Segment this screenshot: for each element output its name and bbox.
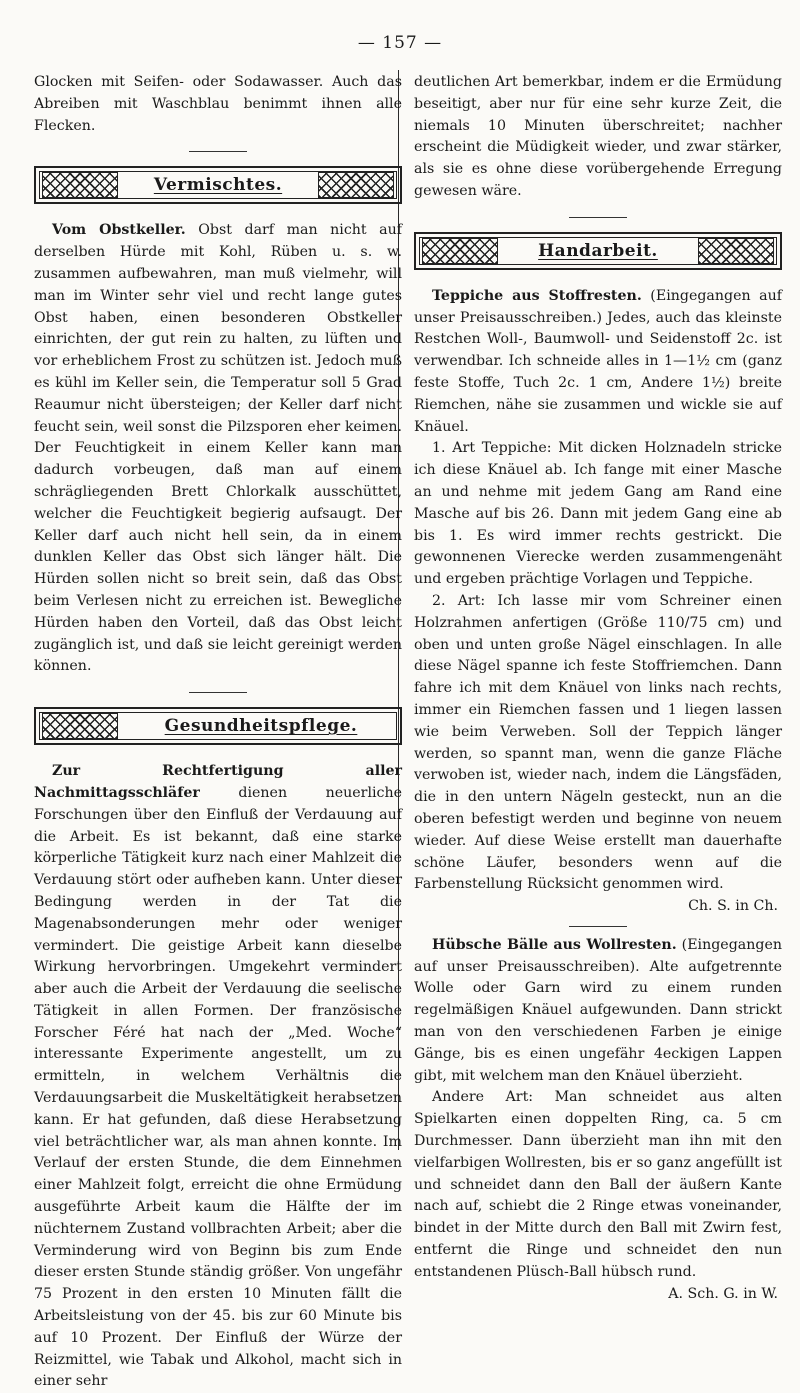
- ornament-left-icon: [422, 238, 498, 264]
- section-header-handarbeit: [414, 232, 782, 270]
- article-paragraph: 1. Art Teppiche: Mit dicken Holznadeln stricke ich diese Knäuel ab. Ich fange mit einer Masche an und nehme mit jedem Gang am Rand eine Masche auf bis 26. Dann mit jedem Gang eine ab bis 1. Es wird immer rechts gestrickt. Die gewonnenen Vierecke werden zusammengenäht und ergeben prächtige Vorlagen und Teppiche.: [414, 440, 782, 588]
- continued-text: deutlichen Art bemerkbar, indem er die Ermüdung beseitigt, aber nur für eine sehr kurze Zeit, die niemals 10 Minuten überschreitet; nachher erscheint die Müdigkeit wieder, und zwar stärker, als sie es ohne diese vorübergehende Erregung gewesen wäre.: [414, 74, 782, 199]
- section-separator: [189, 692, 247, 693]
- left-column: [34, 72, 402, 1393]
- article-obstkeller: [34, 220, 402, 678]
- ornament-left-icon: [42, 172, 118, 198]
- section-title: Vermischtes.: [153, 175, 283, 196]
- ornament-right-icon: [698, 238, 774, 264]
- section-title: Handarbeit.: [538, 240, 658, 261]
- article-body: (Eingegangen auf unser Preisausschreiben.) Jedes, auch das kleinste Restchen Woll-, Baumwoll- und Seidenstoff 2c. ist verwendbar. Ich schneide alles in 1—1½ cm (ganz feste Stoffe, Tuch 2c. 1 cm, Andere 1½) breite Riemchen, nähe sie zusammen und wickle sie auf Knäuel.: [414, 287, 782, 435]
- article-lead: Teppiche aus Stoffresten.: [432, 287, 642, 304]
- section-separator: [569, 926, 627, 927]
- article-paragraph: 2. Art: Ich lasse mir vom Schreiner einen Holzrahmen anfertigen (Größe 110/75 cm) und oben und unten große Nägel einschlagen. In alle diese Nägel spanne ich feste Stoffriemchen. Dann fahre ich mit dem Knäuel von links nach rechts, immer ein Riemchen fassen und 1 liegen lassen wie beim Verweben. Soll der Teppich länger werden, so spannt man, wenn die ganze Fläche verwoben ist, wieder nach, indem die Längsfäden, die in den untern Nägeln gesteckt, nun an die oberen befestigt werden und beginne von neuem wieder. Auf diese Weise erstellt man dauerhafte schöne Läufer, besonders wenn auf die Farbenstellung Rücksicht genommen wird.: [414, 592, 782, 893]
- article-body: (Eingegangen auf unser Preisausschreiben). Alte aufgetrennte Wolle oder Garn wird zu einem runden regelmäßigen Knäuel aufgewunden. Dann strickt man von den verschiedenen Farben je einige Gänge, bis es einen ungefähr 4eckigen Lappen gibt, mit welchem man den Knäuel überzieht.: [414, 936, 782, 1084]
- section-header-gesundheitspflege: [34, 707, 402, 745]
- ornament-left-icon: [42, 713, 118, 739]
- section-header-vermischtes: [34, 166, 402, 204]
- author-signature: A. Sch. G. in W.: [668, 1285, 778, 1302]
- article-body: Obst darf man nicht auf derselben Hürde mit Kohl, Rüben u. s. w. zusammen aufbewahren, man muß vielmehr, will man im Winter sehr viel und recht lange gutes Obst haben, einen besonderen Obstkeller einrichten, der gut rein zu halten, zu lüften und vor erheblichem Frost zu schützen ist. Jedoch muß es kühl im Keller sein, die Temperatur soll 5 Grad Reaumur nicht übersteigen; der Keller darf nicht feucht sein, weil sonst die Pilzsporen eher keimen. Der Feuchtigkeit in einem Keller kann man dadurch vorbeugen, daß man auf einem schrägliegenden Brett Chlorkalk ausschüttet, welcher die Feuchtigkeit begierig aufsaugt. Der Keller darf auch nicht hell sein, da in einem dunklen Keller das Obst sich länger hält. Die Hürden sollen nicht so breit sein, daß das Obst beim Verlesen nicht zu erreichen ist. Bewegliche Hürden haben den Vorteil, daß das Obst leicht zugänglich ist, und daß sie leicht gereinigt werden können.: [34, 222, 402, 675]
- author-signature: Ch. S. in Ch.: [688, 898, 778, 915]
- page-number: — 157 —: [357, 33, 443, 53]
- article-baelle: [414, 935, 782, 1088]
- ornament-right-icon: [318, 172, 394, 198]
- right-column: [414, 72, 782, 1305]
- continued-text: Glocken mit Seifen- oder Sodawasser. Auch das Abreiben mit Waschblau benimmt ihnen alle Flecken.: [34, 74, 402, 134]
- article-paragraph: Andere Art: Man schneidet aus alten Spielkarten einen doppelten Ring, ca. 5 cm Durchmesser. Dann überzieht man ihn mit den vielfarbigen Wollresten, bis er so ganz angefüllt ist und schneidet dann den Ball der äußern Kante nach auf, schiebt die 2 Ringe etwas voneinander, bindet in der Mitte durch den Ball mit Zwirn fest, entfernt die Ringe und schneidet den nun entstandenen Plüsch-Ball hübsch rund.: [414, 1089, 782, 1280]
- article-body: dienen neuerliche Forschungen über den Einfluß der Verdauung auf die Arbeit. Es ist bekannt, daß eine starke körperliche Tätigkeit kurz nach einer Mahlzeit die Verdauung stört oder aufheben kann. Unter dieser Bedingung werden in der Tat die Magenabsonderungen mehr oder weniger vermindert. Die geistige Arbeit kann dieselbe Wirkung hervorbringen. Umgekehrt vermindert aber auch die Arbeit der Verdauung die seelische Tätigkeit in allen Formen. Der französische Forscher Féré hat nach der „Med. Woche“ interessante Experimente angestellt, um zu ermitteln, in welchem Verhältnis die Verdauungsarbeit die Muskeltätigkeit herabsetzen kann. Er hat gefunden, daß diese Herabsetzung viel beträchtlicher war, als man ahnen konnte. Im Verlauf der ersten Stunde, die dem Einnehmen einer Mahlzeit folgt, erreicht die ohne Ermüdung ausgeführte Arbeit kaum die Hälfte der im nüchternem Zustand vollbrachten Arbeit; aber die Verminderung wird von Beginn bis zum Ende dieser ersten Stunde ständig größer. Von ungefähr 75 Prozent in den ersten 10 Minuten fällt die Arbeitsleistung von der 45. bis zur 60 Minute bis auf 10 Prozent. Der Einfluß der Würze der Reizmittel, wie Tabak und Alkohol, macht sich in einer sehr: [34, 784, 402, 1390]
- section-title: Gesundheitspflege.: [164, 716, 358, 737]
- article-nachmittagsschlaefer: [34, 761, 402, 1393]
- article-lead: Vom Obstkeller.: [52, 222, 186, 239]
- article-lead: Hübsche Bälle aus Wollresten.: [432, 936, 677, 953]
- article-lead: Zur Rechtfertigung aller Nachmittagsschläfer: [34, 763, 402, 801]
- article-teppiche: [414, 286, 782, 439]
- section-separator: [189, 151, 247, 152]
- section-separator: [569, 217, 627, 218]
